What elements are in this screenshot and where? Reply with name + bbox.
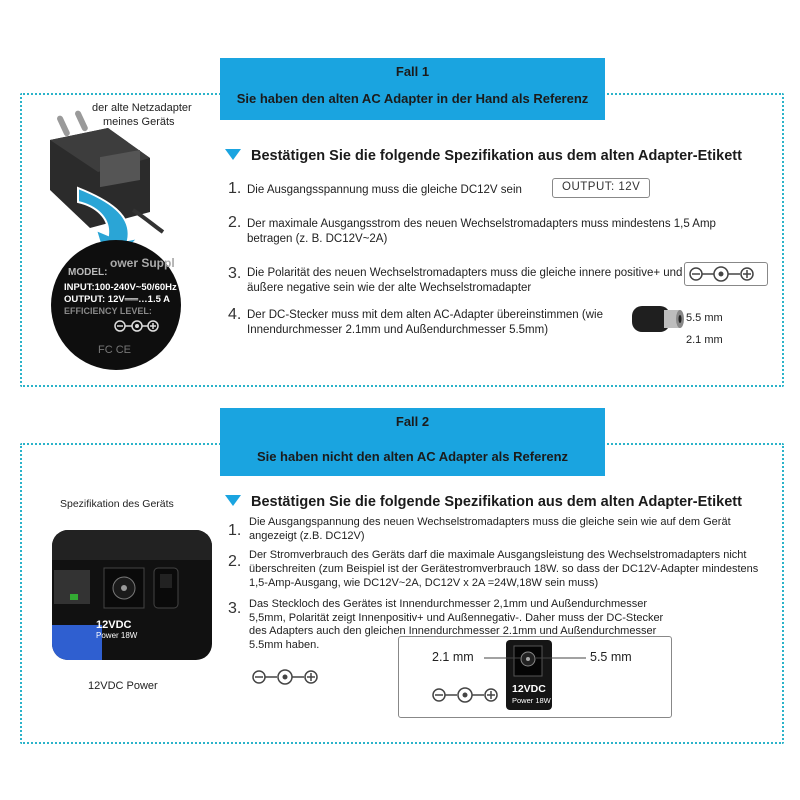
- dc-plug-image: [628, 300, 688, 342]
- case2-num-2: 2.: [228, 553, 242, 570]
- label-brand: ower Suppl: [110, 256, 175, 270]
- case1-item-2: Der maximale Ausgangsstrom des neuen Wechselstromadapters muss mindestens 1,5 Amp betragen (z. B. DC12V~2A): [247, 218, 716, 245]
- jack-inner: 2.1 mm: [432, 650, 474, 664]
- triangle-icon: [225, 149, 241, 160]
- case2-heading: [225, 494, 742, 510]
- polarity-icon: [686, 265, 766, 283]
- jack-label-2: Power 18W: [512, 696, 551, 705]
- device-image: [52, 530, 212, 660]
- jack-outer: 5.5 mm: [590, 650, 632, 664]
- case2-item-3: Das Steckloch des Gerätes ist Innendurchmesser 2,1mm und Außendurchmesser 5,5mm, Polarität zeigt Innenpositiv+ und Außennegativ-. Daher muss der DC-Stecker des Adapters auch den gleichen Innendurchmesser 2.1mm und Außendurchmesser 5.5mm haben.: [249, 598, 664, 651]
- case2-polarity-icon: [250, 668, 330, 686]
- label-model: MODEL:: [68, 267, 108, 278]
- jack-label-1: 12VDC: [512, 683, 546, 695]
- adapter-caption-1: der alte Netzadapter: [92, 102, 192, 114]
- case1-banner-title: Fall 1: [395, 64, 430, 79]
- label-polarity-icon: [112, 318, 162, 334]
- case2-heading-text: Bestätigen Sie die folgende Spezifikation aus dem alten Adapter-Etikett: [251, 494, 742, 510]
- plug-inner: 2.1 mm: [686, 334, 723, 346]
- case1-heading: [225, 148, 742, 164]
- label-output: OUTPUT: 12V══…1.5 A: [64, 294, 171, 305]
- plug-outer: 5.5 mm: [686, 312, 723, 324]
- label-marks: FC CE: [98, 344, 131, 356]
- case2-item-2: Der Stromverbrauch des Geräts darf die maximale Ausgangsleistung des Wechselstromadapters nicht überschreiten (zum Beispiel ist der Gerätestromverbrauch 18W. so dass der DC12V-Adapter mindestens 1,5-Amp-Ausgang, wie DC12V~2A, DC12V x 2A =24W,18W sein muss): [249, 549, 759, 589]
- adapter-caption-2: meines Geräts: [103, 116, 175, 128]
- case1-banner: [220, 58, 605, 120]
- case1-num-3: 3.: [228, 265, 242, 282]
- device-label-1: 12VDC: [96, 619, 132, 631]
- case2-banner: [220, 408, 605, 476]
- triangle-icon: [225, 495, 241, 506]
- device-caption: Spezifikation des Geräts: [60, 498, 174, 510]
- label-input: INPUT:100-240V~50/60Hz: [64, 282, 177, 293]
- case2-banner-subtitle: Sie haben nicht den alten AC Adapter als Referenz: [256, 449, 569, 464]
- case1-num-2: 2.: [228, 214, 242, 231]
- output-box-text: OUTPUT: 12V: [562, 181, 641, 193]
- label-efficiency: EFFICIENCY LEVEL:: [64, 306, 152, 316]
- case2-banner-title: Fall 2: [395, 414, 430, 429]
- case2-item-1: Die Ausgangspannung des neuen Wechselstromadapters muss die gleiche sein wie auf dem Gerät angezeigt (z.B. DC12V): [249, 516, 731, 542]
- case2-num-3: 3.: [228, 600, 242, 617]
- case1-item-4: Der DC-Stecker muss mit dem alten AC-Adapter übereinstimmen (wie Innendurchmesser 2.1mm und Außendurchmesser 5.5mm): [247, 309, 603, 336]
- case1-num-1: 1.: [228, 180, 242, 197]
- case1-item-1: Die Ausgangsspannung muss die gleiche DC12V sein: [247, 184, 522, 196]
- device-footer: 12VDC Power: [88, 680, 158, 692]
- case1-heading-text: Bestätigen Sie die folgende Spezifikation aus dem alten Adapter-Etikett: [251, 148, 742, 164]
- case2-num-1: 1.: [228, 522, 242, 539]
- device-label-2: Power 18W: [96, 631, 138, 640]
- case1-banner-subtitle: Sie haben den alten AC Adapter in der Hand als Referenz: [236, 91, 589, 106]
- case1-item-3: Die Polarität des neuen Wechselstromadapters muss die gleiche innere positive+ und äußere negative sein wie der alte Wechselstromadapter: [247, 267, 683, 294]
- case1-num-4: 4.: [228, 306, 242, 323]
